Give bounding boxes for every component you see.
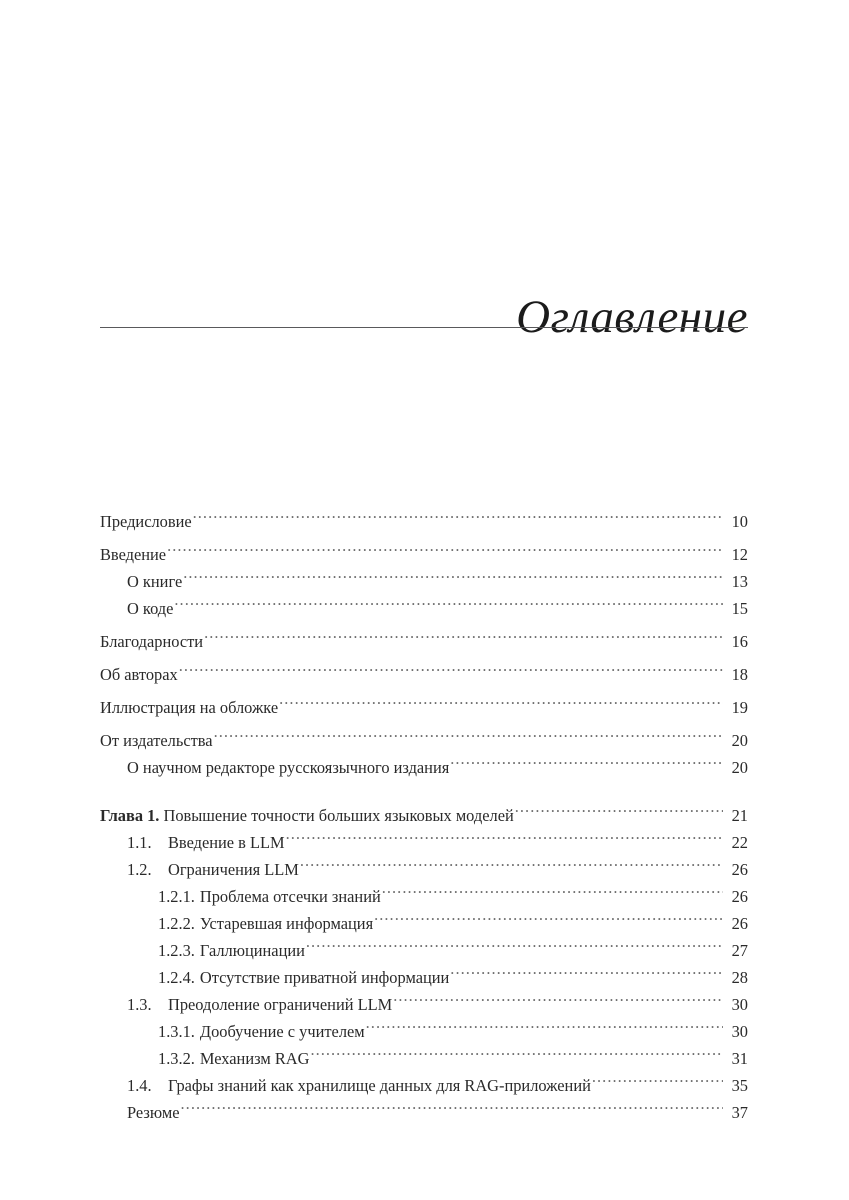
toc-entry[interactable] (100, 1018, 748, 1045)
toc-entry-number: 1.2.3. (158, 941, 195, 960)
toc-entry-label: Отсутствие приватной информации (199, 968, 450, 987)
toc-entry-page-number: 26 (731, 914, 748, 933)
toc-entry-page-number: 35 (731, 1076, 748, 1095)
toc-entry-label: Резюме (127, 1103, 180, 1122)
toc-entry[interactable] (100, 829, 748, 856)
toc-entry-page-number: 30 (731, 995, 748, 1014)
toc-entry-label: Механизм RAG (199, 1049, 310, 1068)
toc-dot-leader (179, 664, 723, 680)
toc-entry-page-number: 26 (731, 860, 748, 879)
toc-entry-page-number: 20 (731, 758, 748, 777)
toc-entry[interactable] (100, 1099, 748, 1126)
toc-entry[interactable] (100, 508, 748, 535)
toc-entry-chapter-label: Глава 1. (100, 806, 160, 825)
toc-entry-number: 1.2. (127, 860, 152, 879)
toc-entry-page-number: 19 (731, 698, 748, 717)
toc-entry-label: Устаревшая информация (199, 914, 374, 933)
toc-dot-leader (183, 571, 723, 587)
toc-entry-page-number: 21 (731, 806, 748, 825)
toc-entry-label: Предисловие (100, 512, 192, 531)
toc-dot-leader (286, 832, 723, 848)
toc-entry-label: Галлюцинации (199, 941, 305, 960)
toc-entry[interactable] (100, 595, 748, 622)
toc-entry-label: Проблема отсечки знаний (199, 887, 381, 906)
toc-entry-label: Графы знаний как хранилище данных для RAG-приложений (168, 1076, 591, 1095)
toc-entry-number: 1.2.2. (158, 914, 195, 933)
toc-entry[interactable] (100, 754, 748, 781)
toc-entry-label: О книге (127, 572, 183, 591)
toc-entry[interactable] (100, 802, 748, 829)
toc-entry-label: Ограничения LLM (168, 860, 299, 879)
toc-entry-number: 1.2.1. (158, 887, 195, 906)
toc-dot-leader (382, 886, 723, 902)
toc-entry-label (100, 802, 514, 829)
toc-list (100, 508, 748, 1126)
toc-entry[interactable] (100, 883, 748, 910)
toc-entry[interactable] (100, 937, 748, 964)
toc-entry-page-number: 20 (731, 731, 748, 750)
toc-entry-label: О научном редакторе русскоязычного издания (127, 758, 450, 777)
toc-entry-page-number: 28 (731, 968, 748, 987)
toc-entry[interactable] (100, 1072, 748, 1099)
toc-entry-label: Об авторах (100, 665, 178, 684)
toc-dot-leader (214, 730, 723, 746)
page-title: Оглавление (516, 291, 748, 344)
toc-dot-leader (366, 1021, 723, 1037)
toc-entry-page-number: 26 (731, 887, 748, 906)
toc-dot-leader (310, 1048, 723, 1064)
toc-entry-title: Повышение точности больших языковых моделей (159, 806, 514, 825)
toc-dot-leader (204, 631, 723, 647)
toc-entry-page-number: 37 (731, 1103, 748, 1122)
toc-entry-label: Преодоление ограничений LLM (168, 995, 393, 1014)
toc-entry-page-number: 16 (731, 632, 748, 651)
toc-entry-label: Иллюстрация на обложке (100, 698, 279, 717)
toc-entry-label: Дообучение с учителем (199, 1022, 365, 1041)
toc-entry[interactable] (100, 541, 748, 568)
toc-dot-leader (515, 805, 723, 821)
toc-entry-label: О коде (127, 599, 174, 618)
toc-entry-number: 1.3. (127, 995, 152, 1014)
toc-entry-page-number: 30 (731, 1022, 748, 1041)
toc-entry-page-number: 15 (731, 599, 748, 618)
toc-entry[interactable] (100, 1045, 748, 1072)
title-divider (100, 327, 748, 328)
toc-entry-label: От издательства (100, 731, 213, 750)
toc-entry-number: 1.3.2. (158, 1049, 195, 1068)
toc-entry-page-number: 22 (731, 833, 748, 852)
toc-dot-leader (300, 859, 723, 875)
toc-dot-leader (592, 1075, 723, 1091)
toc-entry[interactable] (100, 568, 748, 595)
toc-entry-page-number: 27 (731, 941, 748, 960)
toc-entry-label: Введение (100, 545, 167, 564)
toc-entry-number: 1.1. (127, 833, 152, 852)
toc-entry-number: 1.4. (127, 1076, 152, 1095)
toc-entry-number: 1.2.4. (158, 968, 195, 987)
toc-dot-leader (279, 697, 723, 713)
toc-dot-leader (374, 913, 723, 929)
toc-entry-page-number: 10 (731, 512, 748, 531)
toc-entry[interactable] (100, 661, 748, 688)
toc-dot-leader (167, 544, 723, 560)
toc-entry[interactable] (100, 727, 748, 754)
toc-entry-label: Введение в LLM (168, 833, 285, 852)
toc-entry[interactable] (100, 964, 748, 991)
toc-entry-page-number: 18 (731, 665, 748, 684)
toc-dot-leader (193, 511, 723, 527)
toc-entry[interactable] (100, 910, 748, 937)
toc-entry-number: 1.3.1. (158, 1022, 195, 1041)
toc-dot-leader (450, 967, 723, 983)
toc-entry[interactable] (100, 856, 748, 883)
toc-entry-label: Благодарности (100, 632, 204, 651)
toc-entry[interactable] (100, 991, 748, 1018)
toc-dot-leader (450, 757, 723, 773)
toc-entry[interactable] (100, 694, 748, 721)
toc-dot-leader (174, 598, 723, 614)
toc-dot-leader (306, 940, 723, 956)
toc-entry-page-number: 31 (731, 1049, 748, 1068)
toc-entry[interactable] (100, 628, 748, 655)
toc-entry-page-number: 12 (731, 545, 748, 564)
toc-entry-page-number: 13 (731, 572, 748, 591)
toc-dot-leader (181, 1102, 723, 1118)
toc-dot-leader (393, 994, 723, 1010)
